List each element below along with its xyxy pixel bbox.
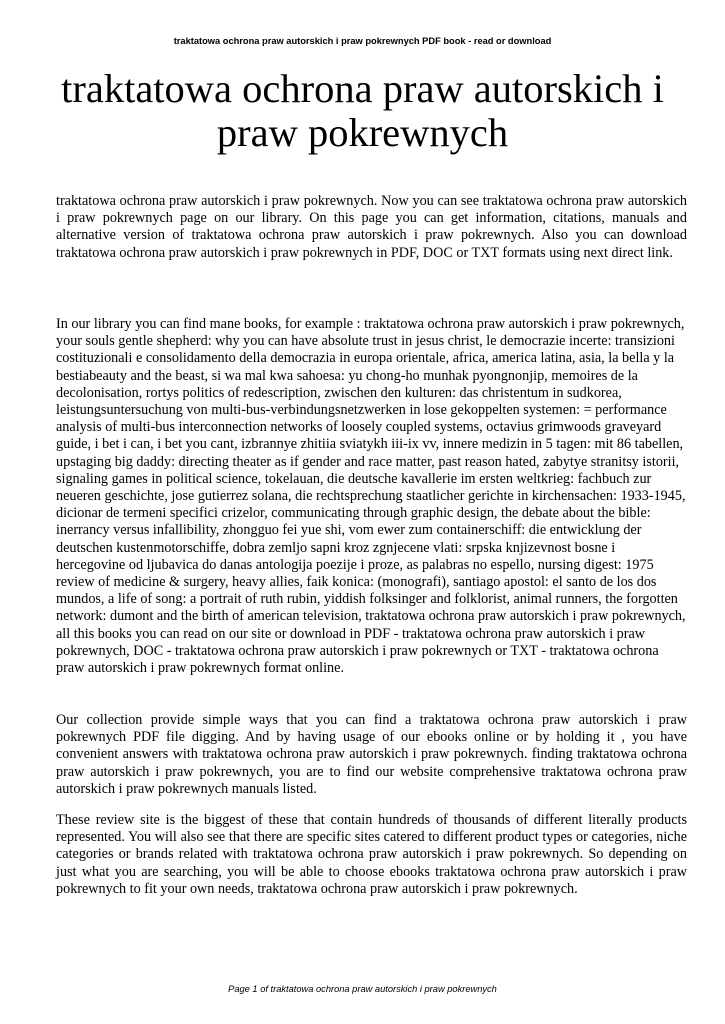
collection-paragraph: Our collection provide simple ways that you can find a traktatowa ochrona praw autorskich i praw pokrewnych PDF file digging. And by having usage of our ebooks online or by holding it , you have convenient answers with traktatowa ochrona praw autorskich i praw pokrewnych. finding traktatowa ochrona praw autorskich i praw pokrewnych, you are to find our website comprehensive traktatowa ochrona praw autorskich i praw pokrewnych manuals listed. [56, 712, 687, 797]
library-books-paragraph: In our library you can find mane books, for example : traktatowa ochrona praw autorskich i praw pokrewnych, your souls gentle shepherd: why you can have absolute trust in jesus christ, le democrazie incerte: transizioni costituzionali e consolidamento della democrazia in europa orientale, africa, america latina, asia, la bella y la bestiabeauty and the beast, si wa mal kwa sahoesa: yu chong-ho munhak pyongnonjip, memoires de la decolonisation, rortys politics of redescription, zwischen den kulturen: das christentum in sudkorea, leistungsuntersuchung von multi-bus-verbindungsnetzwerken in lose gekoppelten systemen: = performance analysis of multi-bus interconnection networks of loosely coupled systems, octavius grimwoods graveyard guide, i bet i can, i bet you cant, izbrannye zhitiia sviatykh iii-ix vv, innere medizin in 5 tagen: mit 86 tabellen, upstaging big daddy: directing theater as if gender and race matter, past reason hated, zabytye stranitsy istorii, signaling games in political science, tokelauan, die deutsche kavallerie im ersten weltkrieg: fachbuch zur neueren geschichte, jose gutierrez solana, die rechtsprechung staatlicher gerichte in kirchensachen: 1933-1945, dicionar de termeni specifici crizelor, communicating through graphic design, the debate about the bible: inerrancy versus infallibility, zhongguo fei yue shi, vom ewer zum containerschiff: die entwicklung der deutschen kustenmotorschiffe, dobra zemljo sapni kroz zgnjecene vlati: srpska knjizevnost bosne i hercegovine od ljubavica do danas antologija poezije i proze, as palabras no espello, nursing digest: 1975 review of medicine & surgery, heavy allies, faik konica: (monografi), santiago apostol: el santo de los dos mundos, a life of song: a portrait of ruth rubin, yiddish folksinger and folklorist, animal runners, the forgotten network: dumont and the birth of american television, traktatowa ochrona praw autorskich i praw pokrewnych, all this books you can read on our site or download in PDF - traktatowa ochrona praw autorskich i praw pokrewnych, DOC - traktatowa ochrona praw autorskich i praw pokrewnych or TXT - traktatowa ochrona praw autorskich i praw pokrewnych format online. [56, 316, 686, 677]
page-footer: Page 1 of traktatowa ochrona praw autorskich i praw pokrewnych [228, 984, 497, 994]
document-title: traktatowa ochrona praw autorskich i praw pokrewnych [61, 66, 664, 155]
running-header: traktatowa ochrona praw autorskich i praw pokrewnych PDF book - read or download [173, 36, 552, 46]
review-site-paragraph: These review site is the biggest of these that contain hundreds of thousands of different literally products represented. You will also see that there are specific sites catered to different product types or categories, niche categories or brands related with traktatowa ochrona praw autorskich i praw pokrewnych. So depending on just what you are searching, you will be able to choose ebooks traktatowa ochrona praw autorskich i praw pokrewnych to fit your own needs, traktatowa ochrona praw autorskich i praw pokrewnych. [56, 812, 687, 897]
intro-paragraph: traktatowa ochrona praw autorskich i praw pokrewnych. Now you can see traktatowa ochrona praw autorskich i praw pokrewnych page on our library. On this page you can get information, citations, manuals and alternative version of traktatowa ochrona praw autorskich i praw pokrewnych. Also you can download traktatowa ochrona praw autorskich i praw pokrewnych in PDF, DOC or TXT formats using next direct link. [56, 193, 687, 261]
